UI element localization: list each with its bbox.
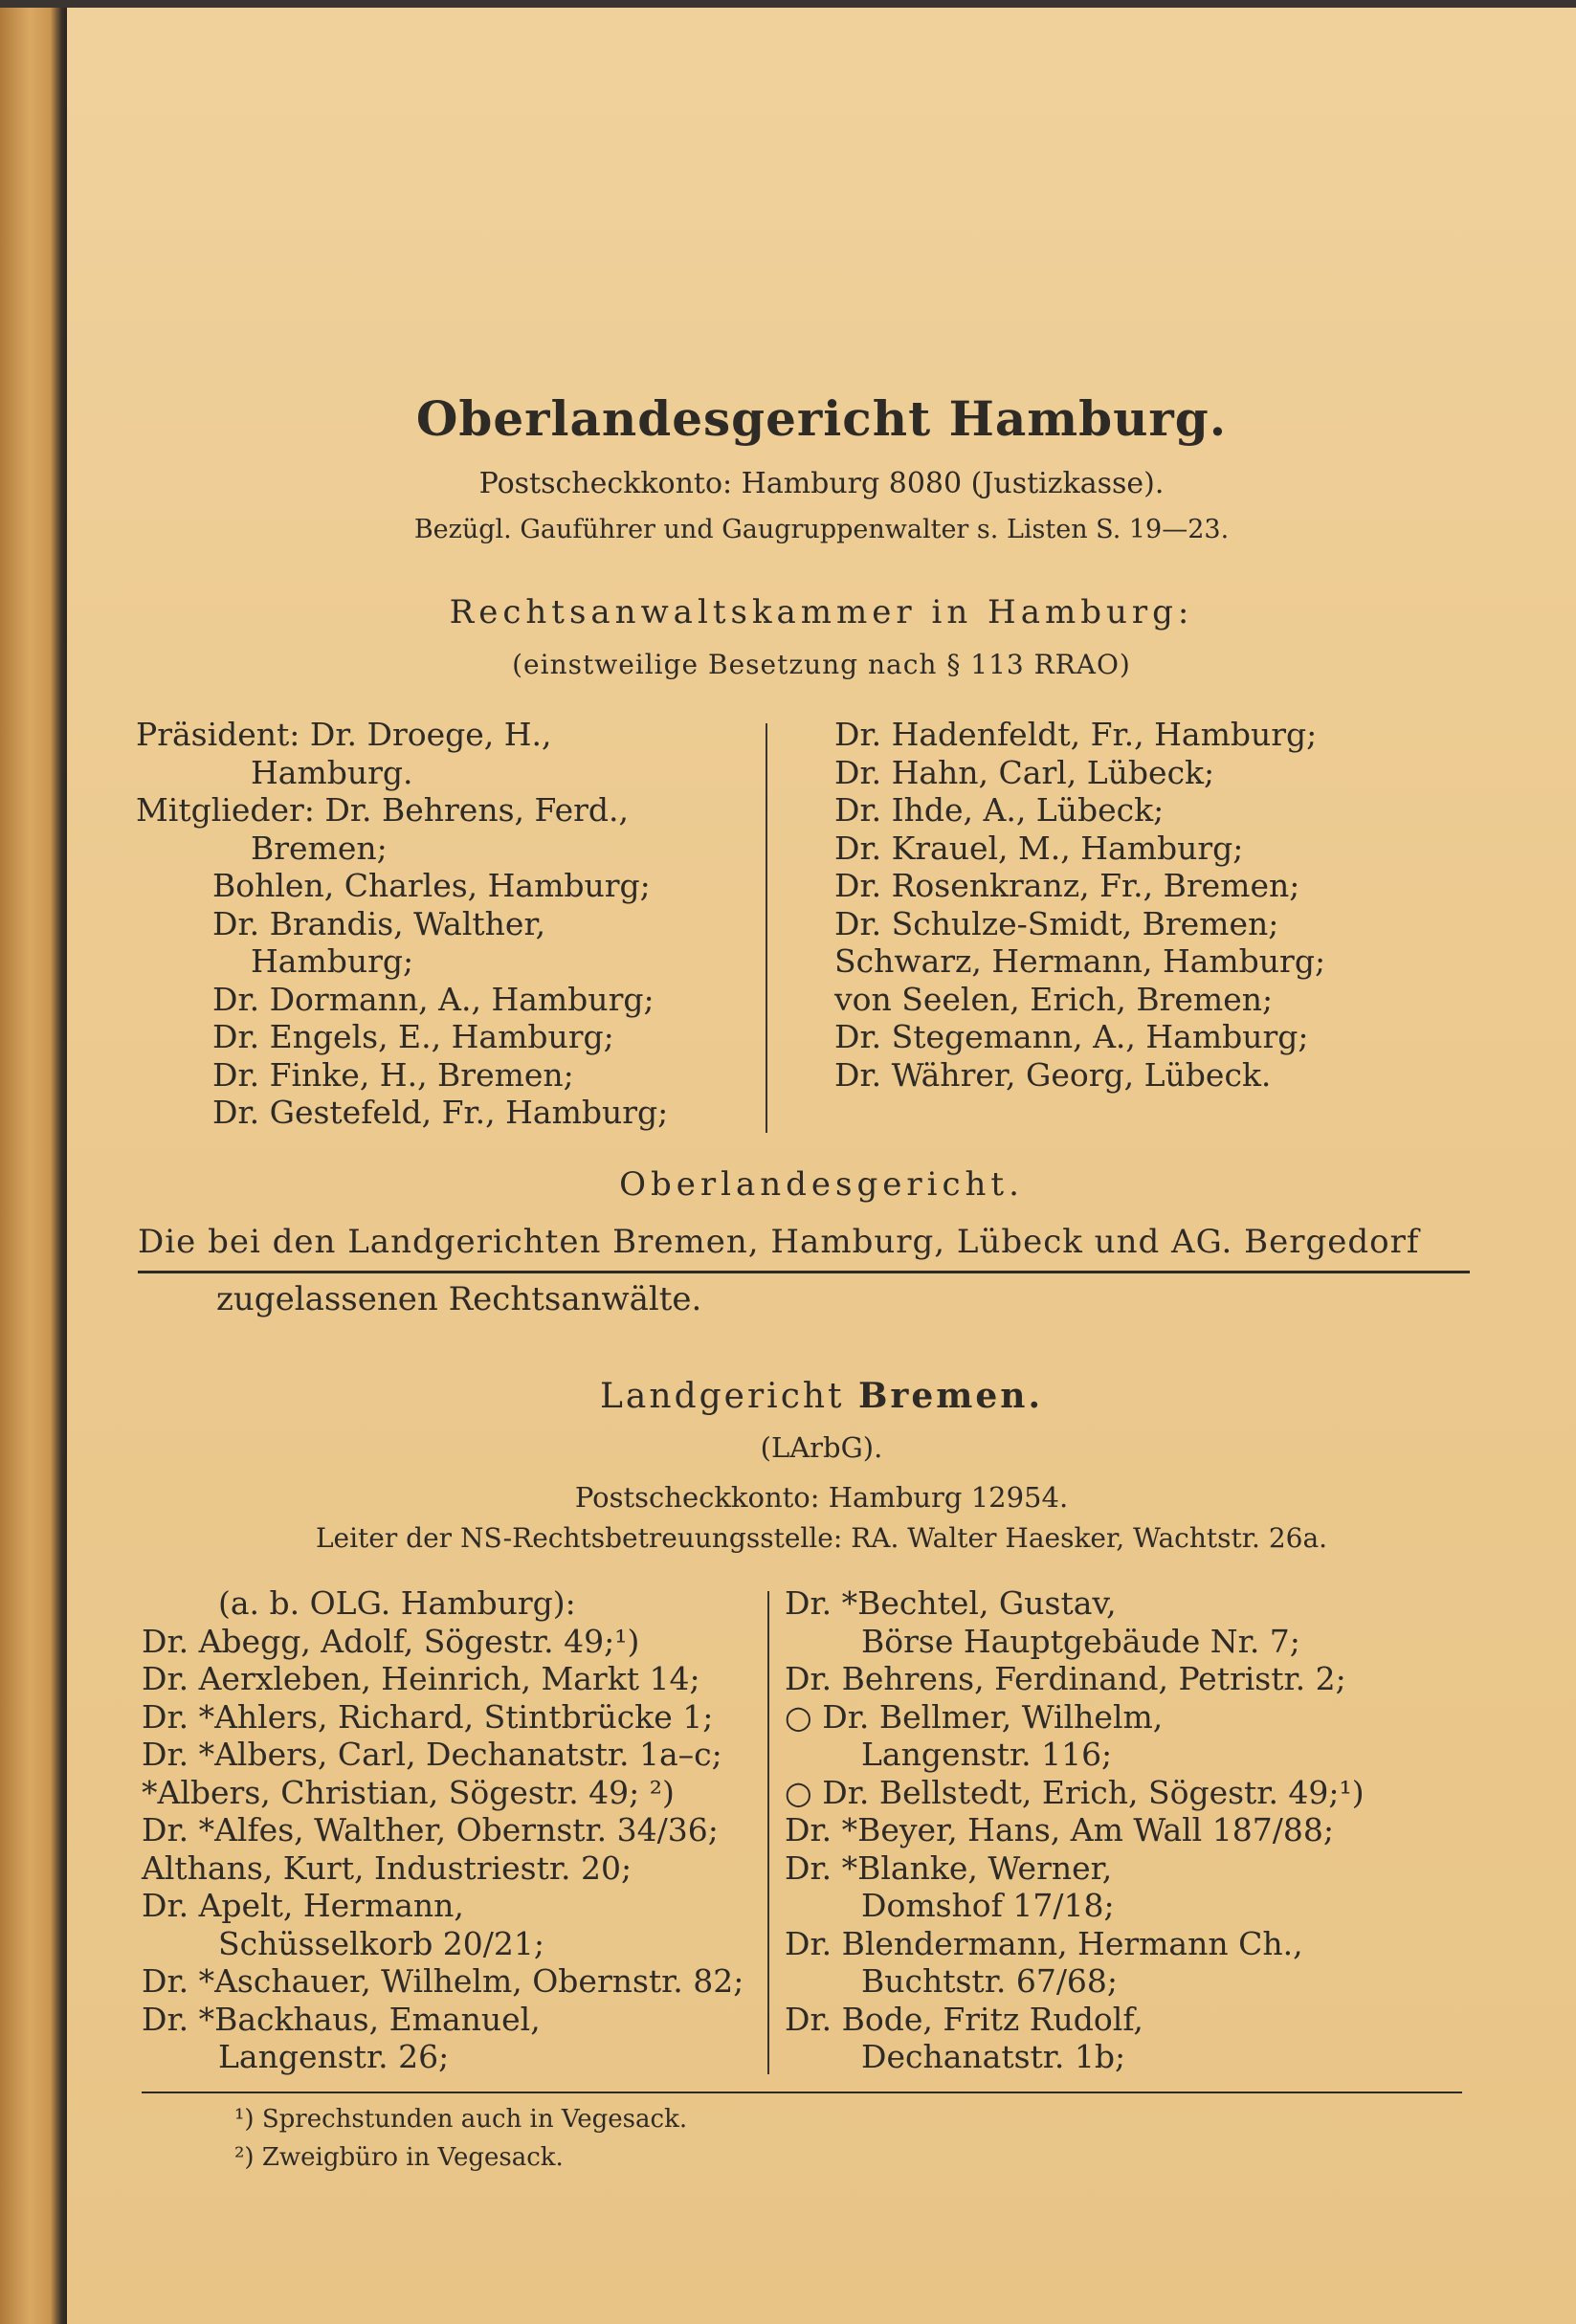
gaufuehrer-line: Bezügl. Gauführer und Gaugruppenwalter s. Listen S. 19—23.	[413, 515, 1230, 544]
lg-entry: Langenstr. 116;	[861, 1736, 1113, 1773]
page-title: Oberlandesgericht Hamburg.	[415, 390, 1228, 447]
kammer-entry: Bremen;	[251, 829, 388, 867]
lg-entry: Dr. *Ahlers, Richard, Stintbrücke 1;	[142, 1697, 714, 1736]
lg-entry: Buchtstr. 67/68;	[861, 1962, 1119, 2000]
leiter-line: Leiter der NS-Rechtsbetreuungsstelle: RA. Walter Haesker, Wachtstr. 26a.	[315, 1522, 1328, 1554]
kammer-right-column	[834, 716, 1325, 1094]
postscheck-line: Postscheckkonto: Hamburg 8080 (Justizkasse).	[478, 467, 1165, 500]
lg-entry: Schüsselkorb 20/21;	[218, 1924, 545, 1962]
kammer-entry: Dr. Hahn, Carl, Lübeck;	[834, 753, 1215, 791]
lg-entry: Dr. *Backhaus, Emanuel,	[142, 2000, 541, 2038]
lg-left-column	[142, 1584, 744, 2076]
lg-entry: Dr. *Blanke, Werner,	[785, 1848, 1113, 1887]
kammer-entry: Dr. Gestefeld, Fr., Hamburg;	[212, 1094, 669, 1131]
kammer-entry: Bohlen, Charles, Hamburg;	[212, 867, 651, 904]
footnote: ¹) Sprechstunden auch in Vegesack.	[234, 2105, 688, 2134]
document-page	[67, 8, 1576, 2324]
horizontal-rule	[138, 1271, 1470, 1273]
kammer-entry: Hamburg.	[251, 753, 413, 791]
lg-entry: Dr. Behrens, Ferdinand, Petristr. 2;	[785, 1660, 1346, 1697]
lg-entry: Dr. *Aschauer, Wilhelm, Obernstr. 82;	[142, 1962, 744, 2000]
kammer-entry: Hamburg;	[251, 942, 414, 980]
kammer-entry: Dr. Stegemann, A., Hamburg;	[834, 1018, 1309, 1055]
larbg-line: (LArbG).	[760, 1431, 883, 1464]
kammer-entry: Dr. Finke, H., Bremen;	[212, 1055, 574, 1094]
kammer-entry: Dr. Schulze-Smidt, Bremen;	[834, 904, 1279, 942]
landgericht-heading-prefix: Landgericht	[600, 1377, 845, 1416]
lg-entry: Börse Hauptgebäude Nr. 7;	[861, 1622, 1300, 1660]
kammer-entry: Dr. Engels, E., Hamburg;	[212, 1018, 614, 1055]
kammer-entry: Dr. Dormann, A., Hamburg;	[212, 980, 655, 1018]
kammer-entry: Dr. Währer, Georg, Lübeck.	[834, 1055, 1272, 1094]
landgericht-heading	[67, 1376, 1576, 1416]
kammer-entry: Dr. Rosenkranz, Fr., Bremen;	[834, 867, 1300, 904]
lg-right-column	[785, 1584, 1365, 2076]
lg-entry: ○ Dr. Bellmer, Wilhelm,	[785, 1697, 1164, 1736]
kammer-left-column	[136, 716, 668, 1132]
kammer-entry: Dr. Krauel, M., Hamburg;	[834, 829, 1244, 867]
olg-text-line: Die bei den Landgerichten Bremen, Hamburg, Lübeck und AG. Bergedorf	[138, 1223, 1420, 1261]
kammer-entry: Dr. Ihde, A., Lübeck;	[834, 791, 1165, 829]
footnote-rule	[142, 2092, 1462, 2093]
lg-entry: Dr. *Alfes, Walther, Obernstr. 34/36;	[142, 1811, 719, 1848]
lg-entry: (a. b. OLG. Hamburg):	[218, 1584, 576, 1622]
kammer-entry: Präsident: Dr. Droege, H.,	[136, 716, 552, 753]
lg-entry: Althans, Kurt, Industriestr. 20;	[142, 1848, 633, 1887]
lg-entry: Dr. *Albers, Carl, Dechanatstr. 1a–c;	[142, 1736, 722, 1773]
column-divider	[766, 723, 767, 1133]
kammer-heading: Rechtsanwaltskammer in Hamburg:	[449, 593, 1194, 631]
column-divider	[767, 1591, 769, 2074]
kammer-entry: von Seelen, Erich, Bremen;	[834, 980, 1274, 1018]
lg-entry: *Albers, Christian, Sögestr. 49; ²)	[142, 1773, 675, 1811]
kammer-entry: Dr. Hadenfeldt, Fr., Hamburg;	[834, 716, 1318, 753]
lg-entry: Langenstr. 26;	[218, 2038, 450, 2075]
lg-postscheck-line: Postscheckkonto: Hamburg 12954.	[574, 1481, 1069, 1514]
scan-edge	[0, 0, 1576, 8]
olg-heading: Oberlandesgericht.	[619, 1165, 1024, 1204]
lg-entry: Dr. *Bechtel, Gustav,	[785, 1584, 1117, 1622]
kammer-entry: Dr. Brandis, Walther,	[212, 904, 546, 942]
landgericht-heading-city: Bremen.	[857, 1376, 1043, 1416]
lg-entry: Dr. Apelt, Hermann,	[142, 1887, 464, 1924]
lg-entry: ○ Dr. Bellstedt, Erich, Sögestr. 49;¹)	[785, 1773, 1365, 1811]
lg-entry: Dr. Bode, Fritz Rudolf,	[785, 2000, 1143, 2038]
lg-entry: Dr. Aerxleben, Heinrich, Markt 14;	[142, 1660, 700, 1697]
lg-entry: Dr. Blendermann, Hermann Ch.,	[785, 1924, 1303, 1962]
book-spine	[0, 0, 67, 2324]
lg-entry: Domshof 17/18;	[861, 1887, 1115, 1924]
kammer-entry: Schwarz, Hermann, Hamburg;	[834, 942, 1326, 980]
kammer-note: (einstweilige Besetzung nach § 113 RRAO)	[512, 649, 1131, 680]
lg-entry: Dr. *Beyer, Hans, Am Wall 187/88;	[785, 1811, 1334, 1848]
lg-entry: Dechanatstr. 1b;	[861, 2038, 1126, 2075]
lg-entry: Dr. Abegg, Adolf, Sögestr. 49;¹)	[142, 1622, 640, 1660]
kammer-entry: Mitglieder: Dr. Behrens, Ferd.,	[136, 791, 629, 829]
olg-text-line: zugelassenen Rechtsanwälte.	[216, 1280, 702, 1318]
footnote: ²) Zweigbüro in Vegesack.	[234, 2143, 564, 2172]
